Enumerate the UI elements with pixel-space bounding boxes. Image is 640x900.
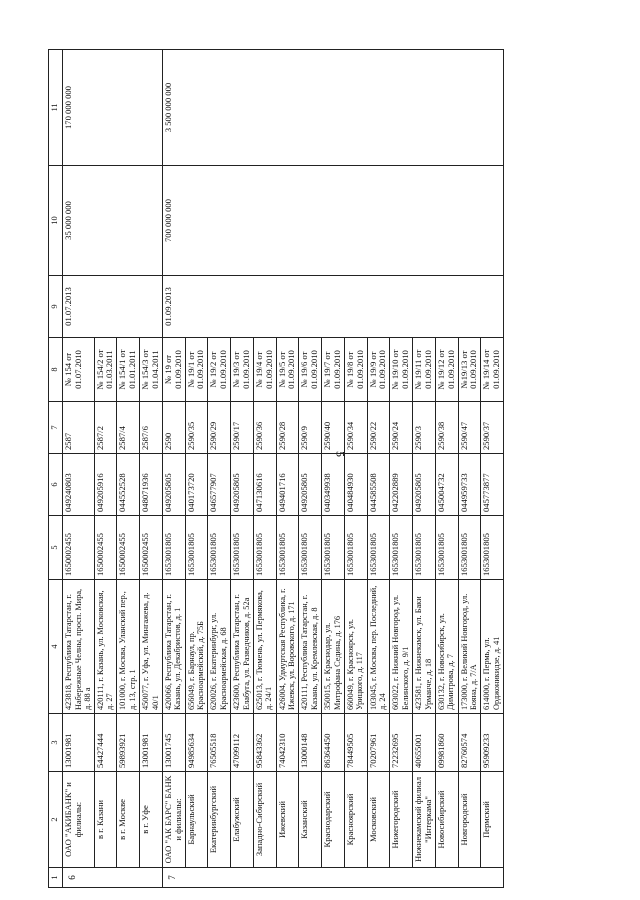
bank-name-cell: Нижнекамский филиал "Интеркама" [413, 772, 436, 868]
license-cell: № 19/12 от 01.09.2010 [435, 338, 458, 402]
license-cell: № 19/1 от 01.09.2010 [185, 338, 208, 402]
bik-cell: 044959733 [458, 454, 481, 516]
bank-name-cell: Новгородский [458, 772, 481, 868]
bank-name-cell: Красноярский [344, 772, 367, 868]
license-cell: № 19 от 01.09.2010 [162, 338, 185, 402]
okpo-code-cell: 59893921 [117, 714, 140, 772]
inn-cell: 1653001805 [299, 516, 322, 580]
column-header: 1 [49, 868, 63, 888]
okpo-code-cell: 13001981 [63, 714, 95, 772]
bank-name-cell: Ижевский [276, 772, 299, 868]
address-cell: 614000, г. Пермь, ул. Орджоникидзе, д. 41 [481, 580, 504, 714]
address-cell: 423818, Республика Татарстан, г. Набережные Челны, просп. Мира, д. 88 а [63, 580, 95, 714]
inn-cell: 1653001805 [481, 516, 504, 580]
bik-cell: 040484930 [344, 454, 367, 516]
bank-name-cell: Екатеринбургский [208, 772, 231, 868]
inn-cell: 1650002455 [94, 516, 117, 580]
reg-number-cell: 2590 [162, 402, 185, 454]
table-body [63, 50, 504, 888]
bank-name-cell: Нижегородский [390, 772, 413, 868]
okpo-code-cell: 76505518 [208, 714, 231, 772]
column-number-row [49, 50, 63, 888]
address-cell: 423600, Республика Татарстан, г. Елабуга, ул. Разведчиков, д. 52а [231, 580, 254, 714]
inn-cell: 1650002455 [140, 516, 163, 580]
table-row [162, 50, 185, 888]
reg-number-cell: 2587 [63, 402, 95, 454]
license-cell: № 154/1 от 01.01.2011 [117, 338, 140, 402]
inn-cell: 1653001805 [208, 516, 231, 580]
inn-cell: 1653001805 [344, 516, 367, 580]
reg-number-cell: 2590/29 [208, 402, 231, 454]
reg-number-cell: 2590/3 [413, 402, 436, 454]
address-cell: 423581, г. Нижнекамск, ул. Баки Урманче, д. 18 [413, 580, 436, 714]
inn-cell: 1653001805 [253, 516, 276, 580]
bik-cell: 040349938 [322, 454, 345, 516]
address-cell: 420111, г. Казань, ул. Московская, д. 27 [94, 580, 117, 714]
bank-name-cell: Западно-Сибирский [253, 772, 276, 868]
license-cell: № 19/6 от 01.09.2010 [299, 338, 322, 402]
reg-number-cell: 2590/38 [435, 402, 458, 454]
bank-name-cell: Краснодарский [322, 772, 345, 868]
reg-number-cell: 2590/35 [185, 402, 208, 454]
okpo-code-cell: 40655001 [413, 714, 436, 772]
license-cell: № 19/14 от 01.09.2010 [481, 338, 504, 402]
okpo-code-cell: 72232695 [390, 714, 413, 772]
inn-cell: 1653001805 [322, 516, 345, 580]
reg-number-cell: 2590/28 [276, 402, 299, 454]
amount-col11-cell: 3 500 000 000 [162, 50, 503, 166]
column-header: 6 [49, 454, 63, 516]
column-header: 8 [49, 338, 63, 402]
bank-name-cell: Елабужский [231, 772, 254, 868]
column-header: 10 [49, 166, 63, 276]
inn-cell: 1653001805 [367, 516, 390, 580]
okpo-code-cell: 82760574 [458, 714, 481, 772]
reg-number-cell: 2590/37 [481, 402, 504, 454]
reg-number-cell: 2587/4 [117, 402, 140, 454]
bank-name-cell: Новосибирский [435, 772, 458, 868]
okpo-code-cell: 13000148 [299, 714, 322, 772]
address-cell: 101000, г. Москва, Уланский пер., д. 13, стр. 1 [117, 580, 140, 714]
column-header: 7 [49, 402, 63, 454]
bik-cell: 049205805 [299, 454, 322, 516]
okpo-code-cell: 95843362 [253, 714, 276, 772]
okpo-code-cell: 74042310 [276, 714, 299, 772]
bik-cell: 049205916 [94, 454, 117, 516]
address-cell: 660049, г. Красноярск, ул. Урицкого, д. 117 [344, 580, 367, 714]
address-cell: 450077, г. Уфа, ул. Мингажева, д. 40/1 [140, 580, 163, 714]
address-cell: 625013, г. Тюмень, ул. Пермякова, д. 24/1 [253, 580, 276, 714]
license-cell: № 19/3 от 01.09.2010 [231, 338, 254, 402]
license-cell: № 19/8 от 01.09.2010 [344, 338, 367, 402]
column-header: 4 [49, 580, 63, 714]
amount-col10-cell: 35 000 000 [63, 166, 163, 276]
reg-number-cell: 2587/6 [140, 402, 163, 454]
rotated-page [48, 50, 633, 888]
address-cell: 103045, г. Москва, пер. Последний, д. 24 [367, 580, 390, 714]
bank-name-cell: Пермский [481, 772, 504, 868]
license-cell: № 19/2 от 01.09.2010 [208, 338, 231, 402]
reg-number-cell: 2590/22 [367, 402, 390, 454]
bik-cell: 040173720 [185, 454, 208, 516]
bik-cell: 044552528 [117, 454, 140, 516]
reg-number-cell: 2587/2 [94, 402, 117, 454]
group-number-cell: 6 [63, 868, 163, 888]
bik-cell: 047130616 [253, 454, 276, 516]
address-cell: 630132, г. Новосибирск, ул. Димитрова, д. 7 [435, 580, 458, 714]
bik-cell: 049205805 [162, 454, 185, 516]
reg-number-cell: 2590/36 [253, 402, 276, 454]
bank-name-cell: в г. Москве [117, 772, 140, 868]
bik-cell: 045773877 [481, 454, 504, 516]
okpo-code-cell: 13001745 [162, 714, 185, 772]
reg-number-cell: 2590/17 [231, 402, 254, 454]
bank-name-cell: Московский [367, 772, 390, 868]
bik-cell: 049205805 [413, 454, 436, 516]
inn-cell: 1650002455 [117, 516, 140, 580]
license-cell: № 154/3 от 01.04.2011 [140, 338, 163, 402]
inn-cell: 1653001805 [231, 516, 254, 580]
okpo-code-cell: 54427444 [94, 714, 117, 772]
license-cell: №19/13 от 01.09.2010 [458, 338, 481, 402]
address-cell: 620026, г. Екатеринбург, ул. Красноармейская, д. 68 [208, 580, 231, 714]
inn-cell: 1653001805 [435, 516, 458, 580]
okpo-code-cell: 70207961 [367, 714, 390, 772]
table-row [63, 50, 95, 888]
amount-col10-cell: 700 000 000 [162, 166, 503, 276]
inn-cell: 1653001805 [390, 516, 413, 580]
bank-name-cell: в г. Казани [94, 772, 117, 868]
bank-name-cell: Казанский [299, 772, 322, 868]
address-cell: 426004, Удмуртская Республика, г. Ижевск, ул. Воровского, д. 171 [276, 580, 299, 714]
bik-cell: 048071936 [140, 454, 163, 516]
address-cell: 420111, Республика Татарстан, г. Казань, ул. Кремлевская, д. 8 [299, 580, 322, 714]
bank-registry-table [48, 49, 504, 888]
inn-cell: 1653001805 [162, 516, 185, 580]
column-header: 5 [49, 516, 63, 580]
bank-name-cell: ОАО "АК БАРС" БАНК и филиалы: [162, 772, 185, 868]
inn-cell: 1653001805 [458, 516, 481, 580]
reg-number-cell: 2590/47 [458, 402, 481, 454]
column-header: 2 [49, 772, 63, 868]
inn-cell: 1653001805 [185, 516, 208, 580]
address-cell: 656049, г. Барнаул, пр. Красноармейский, д. 75Б [185, 580, 208, 714]
reg-number-cell: 2590/40 [322, 402, 345, 454]
reg-number-cell: 2590/34 [344, 402, 367, 454]
bik-cell: 042202889 [390, 454, 413, 516]
address-cell: 173000, г. Великий Новгород, ул. Бояна, д. 7/А [458, 580, 481, 714]
okpo-code-cell: 47099112 [231, 714, 254, 772]
start-date-cell: 01.09.2013 [162, 276, 503, 338]
bik-cell: 049205805 [231, 454, 254, 516]
reg-number-cell: 2590/24 [390, 402, 413, 454]
start-date-cell: 01.07.2013 [63, 276, 163, 338]
reg-number-cell: 2590/9 [299, 402, 322, 454]
license-cell: № 154/2 от 01.03.2011 [94, 338, 117, 402]
page-number: 5 [333, 451, 348, 457]
bik-cell: 044585508 [367, 454, 390, 516]
bank-name-cell: в г. Уфе [140, 772, 163, 868]
license-cell: № 19/7 от 01.09.2010 [322, 338, 345, 402]
okpo-code-cell: 95909233 [481, 714, 504, 772]
license-cell: № 19/9 от 01.09.2010 [367, 338, 390, 402]
bik-cell: 049401716 [276, 454, 299, 516]
license-cell: № 154 от 01.07.2010 [63, 338, 95, 402]
bik-cell: 049240803 [63, 454, 95, 516]
okpo-code-cell: 86364450 [322, 714, 345, 772]
column-header: 11 [49, 50, 63, 166]
license-cell: № 19/5 от 01.09.2010 [276, 338, 299, 402]
bank-name-cell: Барнаульский [185, 772, 208, 868]
okpo-code-cell: 09981860 [435, 714, 458, 772]
address-cell: 603022, г. Нижний Новгород, ул. Белинского, д. 9/1 [390, 580, 413, 714]
inn-cell: 1653001805 [276, 516, 299, 580]
bik-cell: 046577907 [208, 454, 231, 516]
inn-cell: 1650002455 [63, 516, 95, 580]
license-cell: № 19/10 от 01.09.2010 [390, 338, 413, 402]
column-header: 3 [49, 714, 63, 772]
okpo-code-cell: 94985634 [185, 714, 208, 772]
address-cell: 420066, Республика Татарстан, г. Казань, ул. Декабристов, д. 1 [162, 580, 185, 714]
bank-name-cell: ОАО "АКИБАНК" и филиалы: [63, 772, 95, 868]
license-cell: № 19/4 от 01.09.2010 [253, 338, 276, 402]
okpo-code-cell: 13001981 [140, 714, 163, 772]
address-cell: 350015, г. Краснодар, ул. Митрофана Седина, д. 176 [322, 580, 345, 714]
group-number-cell: 7 [162, 868, 503, 888]
column-header: 9 [49, 276, 63, 338]
inn-cell: 1653001805 [413, 516, 436, 580]
bik-cell: 045004732 [435, 454, 458, 516]
license-cell: № 19/11 от 01.09.2010 [413, 338, 436, 402]
okpo-code-cell: 78449505 [344, 714, 367, 772]
amount-col11-cell: 170 000 000 [63, 50, 163, 166]
